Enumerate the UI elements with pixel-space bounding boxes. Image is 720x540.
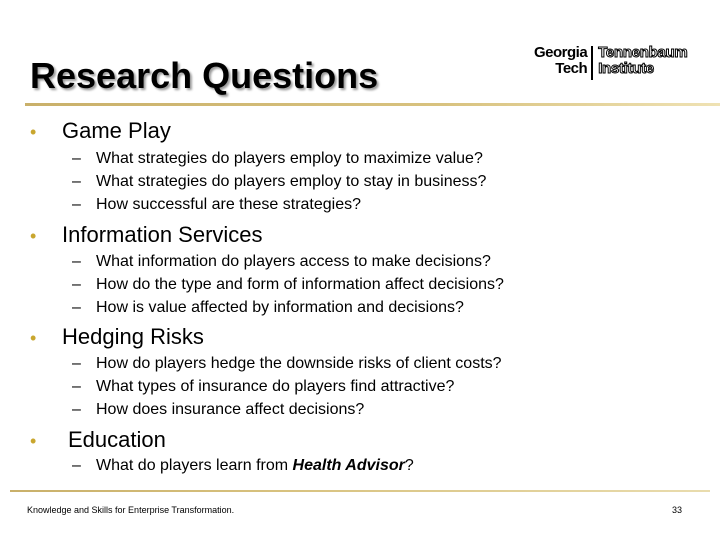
list-item: – What information do players access to make decisions? (72, 253, 491, 270)
logo-tennenbaum-text: Tennenbaum (598, 44, 688, 61)
section-heading-hedging-risks: • Hedging Risks (30, 324, 204, 349)
list-item: – How successful are these strategies? (72, 196, 362, 213)
section-heading-game-play: • Game Play (30, 118, 171, 143)
dash-icon: – (72, 401, 81, 418)
dash-icon: – (72, 355, 81, 372)
dash-icon: – (72, 196, 81, 213)
dash-icon: – (72, 299, 81, 316)
list-item: – How do players hedge the downside risks of client costs? (72, 355, 502, 372)
bullet-icon: • (30, 122, 37, 142)
logo-divider (591, 46, 593, 80)
list-item: – What types of insurance do players find attractive? (72, 378, 455, 395)
footer-rule (10, 490, 710, 492)
dash-icon: – (72, 276, 81, 293)
list-item: – What strategies do players employ to maximize value? (72, 150, 483, 167)
product-name-emphasis: Health Advisor (292, 457, 405, 474)
logo-tech-text: Tech (555, 60, 588, 77)
dash-icon: – (72, 457, 81, 474)
dash-icon: – (72, 150, 81, 167)
list-item: – What do players learn from Health Advisor? (72, 457, 414, 474)
footer-text: Knowledge and Skills for Enterprise Transformation. (27, 505, 235, 515)
list-item: – How do the type and form of information affect decisions? (72, 276, 504, 293)
georgia-tech-tennenbaum-logo (534, 45, 696, 83)
list-item: – What strategies do players employ to stay in business? (72, 173, 487, 190)
list-item: – How is value affected by information and decisions? (72, 299, 464, 316)
bullet-icon: • (30, 328, 37, 348)
dash-icon: – (72, 173, 81, 190)
page-number: 33 (672, 505, 683, 515)
logo-institute-text: Institute (598, 60, 654, 77)
title-underline (25, 103, 720, 106)
dash-icon: – (72, 253, 81, 270)
bullet-icon: • (30, 226, 37, 246)
slide-title: Research Questions (30, 55, 379, 96)
logo-georgia-text: Georgia (534, 44, 588, 61)
bullet-icon: • (30, 431, 37, 451)
section-heading-education: • Education (30, 427, 166, 452)
list-item: – How does insurance affect decisions? (72, 401, 365, 418)
dash-icon: – (72, 378, 81, 395)
section-heading-information-services: • Information Services (30, 222, 263, 247)
